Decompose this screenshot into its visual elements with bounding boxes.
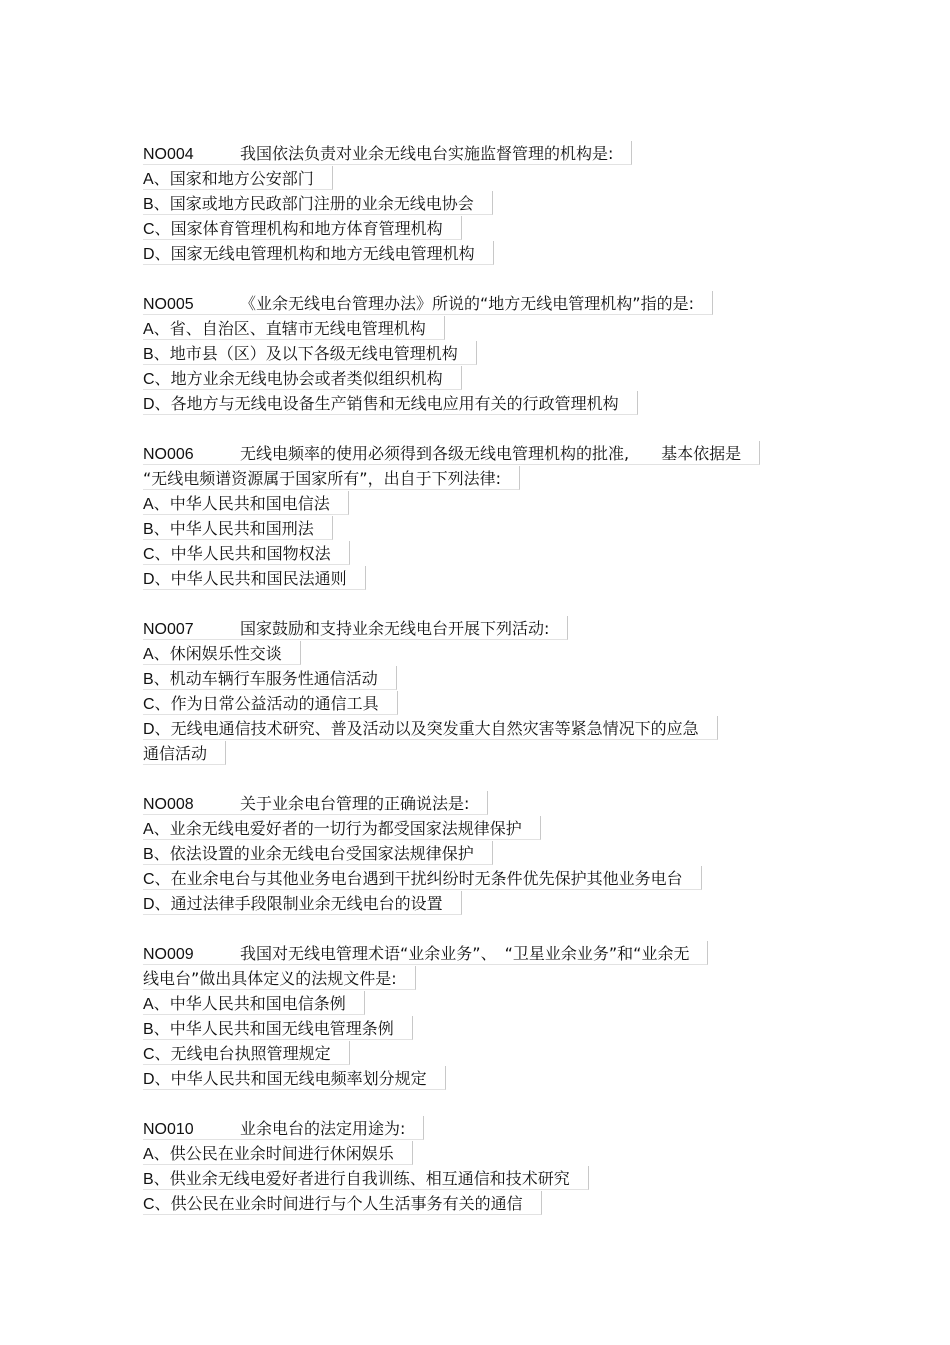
option-a — [143, 641, 823, 666]
option-d — [143, 566, 823, 591]
option-c — [143, 866, 823, 891]
option-letter: B、 — [143, 1021, 170, 1038]
question-number: NO008 — [143, 796, 194, 813]
question-stem — [143, 291, 823, 316]
option-d — [143, 716, 823, 741]
option-text: 无线电台执照管理规定 — [170, 1044, 331, 1063]
option-text: 中华人民共和国物权法 — [170, 544, 331, 563]
option-letter: A、 — [143, 1146, 170, 1163]
option-d — [143, 1066, 823, 1091]
option-c — [143, 541, 823, 566]
option-text: 业余无线电爱好者的一切行为都受国家法规律保护 — [169, 819, 522, 838]
question-stem — [143, 141, 823, 166]
option-a — [143, 166, 823, 191]
option-text: 中华人民共和国刑法 — [169, 519, 314, 538]
option-letter: A、 — [143, 321, 170, 338]
question-stem-text: 无线电频率的使用必须得到各级无线电管理机构的批准, 基本依据是 — [240, 444, 742, 463]
option-letter: A、 — [143, 996, 170, 1013]
option-c — [143, 1191, 823, 1216]
option-text: 国家无线电管理机构和地方无线电管理机构 — [170, 244, 475, 263]
question-number: NO009 — [143, 946, 194, 963]
question-stem-text: 国家鼓励和支持业余无线电台开展下列活动: — [240, 619, 550, 638]
option-d — [143, 891, 823, 916]
option-letter: B、 — [143, 846, 170, 863]
option-letter: A、 — [143, 646, 170, 663]
question-number: NO006 — [143, 446, 194, 463]
option-text: 地方业余无线电协会或者类似组织机构 — [170, 369, 443, 388]
option-d — [143, 391, 823, 416]
option-letter: C、 — [143, 696, 171, 713]
option-text: 中华人民共和国民法通则 — [170, 569, 347, 588]
option-b — [143, 666, 823, 691]
option-letter: C、 — [143, 371, 171, 388]
question-number: NO005 — [143, 296, 194, 313]
option-letter: B、 — [143, 1171, 170, 1188]
option-letter: B、 — [143, 671, 170, 688]
option-a — [143, 316, 823, 341]
option-letter: A、 — [143, 171, 170, 188]
option-a — [143, 816, 823, 841]
option-letter: D、 — [143, 571, 171, 588]
question-stem — [143, 441, 823, 466]
option-letter: C、 — [143, 871, 171, 888]
option-c — [143, 366, 823, 391]
option-b — [143, 516, 823, 541]
question-stem-text: 我国依法负责对业余无线电台实施监督管理的机构是: — [240, 144, 614, 163]
option-letter: C、 — [143, 1046, 171, 1063]
option-letter: C、 — [143, 546, 171, 563]
question-stem-text: 《业余无线电台管理办法》所说的“地方无线电管理机构”指的是: — [240, 294, 694, 313]
question-block — [143, 441, 823, 591]
option-letter: D、 — [143, 1071, 171, 1088]
option-text: 国家或地方民政部门注册的业余无线电协会 — [169, 194, 474, 213]
option-a — [143, 991, 823, 1016]
question-stem-continuation — [143, 466, 823, 491]
option-text: 无线电通信技术研究、普及活动以及突发重大自然灾害等紧急情况下的应急 — [170, 719, 699, 738]
question-block — [143, 941, 823, 1091]
question-stem — [143, 941, 823, 966]
option-letter: C、 — [143, 1196, 171, 1213]
option-text: 中华人民共和国电信法 — [169, 494, 330, 513]
question-stem — [143, 1116, 823, 1141]
option-letter: A、 — [143, 496, 170, 513]
option-c — [143, 691, 823, 716]
option-text: 供公民在业余时间进行休闲娱乐 — [169, 1144, 394, 1163]
option-letter: C、 — [143, 221, 171, 238]
option-text: 通过法律手段限制业余无线电台的设置 — [170, 894, 443, 913]
option-letter: D、 — [143, 246, 171, 263]
option-text: 中华人民共和国电信条例 — [169, 994, 346, 1013]
option-text: 在业余电台与其他业务电台遇到干扰纠纷时无条件优先保护其他业务电台 — [170, 869, 683, 888]
question-stem-text: 线电台”做出具体定义的法规文件是: — [143, 969, 397, 988]
question-stem-continuation — [143, 966, 823, 991]
option-text: 机动车辆行车服务性通信活动 — [169, 669, 378, 688]
option-text: 供业余无线电爱好者进行自我训练、相互通信和技术研究 — [169, 1169, 570, 1188]
option-b — [143, 841, 823, 866]
option-b — [143, 341, 823, 366]
option-text: 各地方与无线电设备生产销售和无线电应用有关的行政管理机构 — [170, 394, 619, 413]
question-stem — [143, 791, 823, 816]
question-stem — [143, 616, 823, 641]
option-b — [143, 1016, 823, 1041]
question-block — [143, 1116, 823, 1216]
question-stem-text: 关于业余电台管理的正确说法是: — [240, 794, 470, 813]
option-letter: B、 — [143, 346, 170, 363]
option-text: 依法设置的业余无线电台受国家法规律保护 — [169, 844, 474, 863]
option-text: 省、自治区、直辖市无线电管理机构 — [169, 319, 426, 338]
option-d — [143, 241, 823, 266]
option-text: 通信活动 — [143, 744, 208, 763]
option-text: 国家体育管理机构和地方体育管理机构 — [170, 219, 443, 238]
option-letter: B、 — [143, 521, 170, 538]
question-block — [143, 791, 823, 916]
option-text: 休闲娱乐性交谈 — [169, 644, 282, 663]
question-stem-text: “无线电频谱资源属于国家所有”，出自于下列法律: — [143, 469, 501, 488]
option-letter: A、 — [143, 821, 170, 838]
option-b — [143, 191, 823, 216]
option-letter: D、 — [143, 721, 171, 738]
option-a — [143, 1141, 823, 1166]
option-text: 中华人民共和国无线电频率划分规定 — [170, 1069, 427, 1088]
question-block — [143, 141, 823, 266]
question-stem-text: 我国对无线电管理术语“业余业务”、 “卫星业余业务”和“业余无 — [240, 944, 690, 963]
option-d-continuation — [143, 741, 823, 766]
option-text: 中华人民共和国无线电管理条例 — [169, 1019, 394, 1038]
question-block — [143, 291, 823, 416]
option-letter: B、 — [143, 196, 170, 213]
option-b — [143, 1166, 823, 1191]
question-number: NO010 — [143, 1121, 194, 1138]
option-text: 供公民在业余时间进行与个人生活事务有关的通信 — [170, 1194, 523, 1213]
option-text: 作为日常公益活动的通信工具 — [170, 694, 379, 713]
option-a — [143, 491, 823, 516]
option-text: 地市县（区）及以下各级无线电管理机构 — [169, 344, 458, 363]
question-number: NO004 — [143, 146, 194, 163]
document-page — [143, 141, 823, 1241]
option-text: 国家和地方公安部门 — [169, 169, 314, 188]
question-block — [143, 616, 823, 766]
option-c — [143, 216, 823, 241]
option-c — [143, 1041, 823, 1066]
question-number: NO007 — [143, 621, 194, 638]
option-letter: D、 — [143, 396, 171, 413]
question-stem-text: 业余电台的法定用途为: — [240, 1119, 406, 1138]
option-letter: D、 — [143, 896, 171, 913]
